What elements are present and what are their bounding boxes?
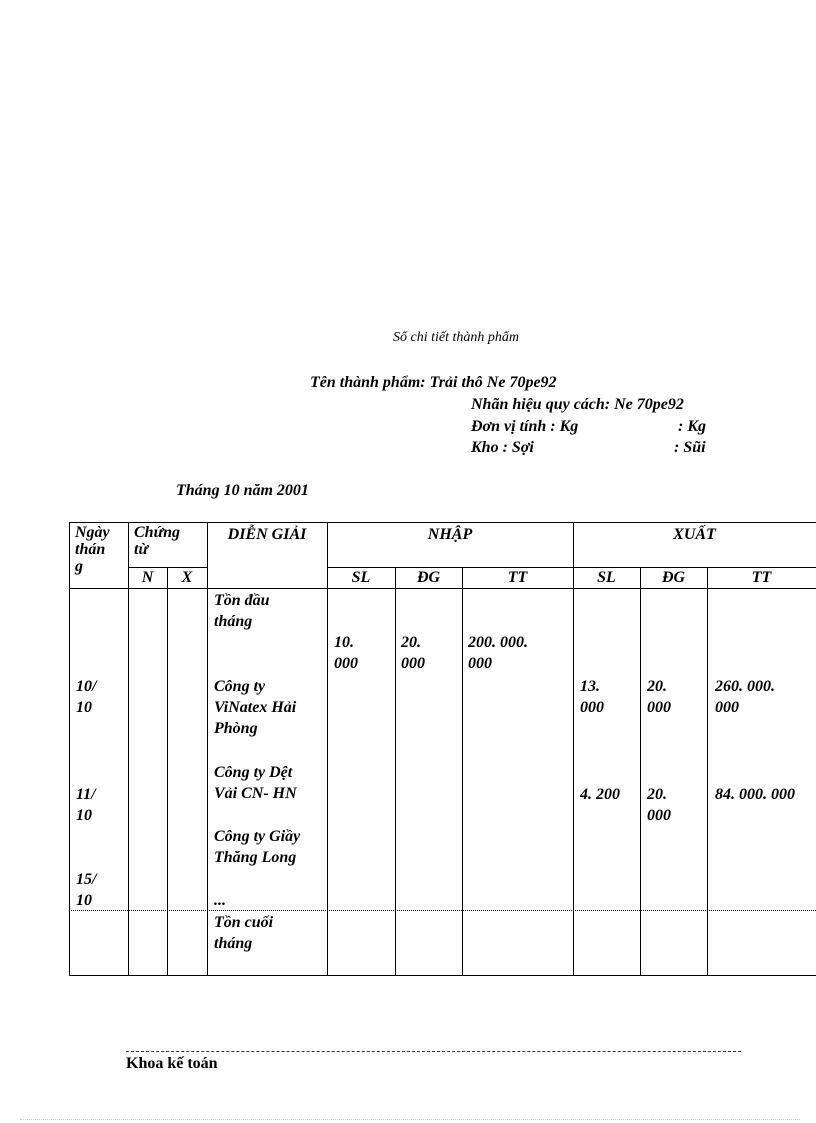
date-line: 10/ [76, 678, 97, 695]
export-sl-rule [640, 567, 641, 975]
warehouse-alt: : Sũi [674, 439, 706, 456]
value-line: 20. [401, 634, 421, 651]
value-line: 4. 200 [580, 786, 620, 803]
value-line: 200. 000. [468, 634, 528, 651]
value-line: 000 [580, 699, 604, 716]
date-line: 11/ [76, 786, 96, 803]
opening-label [214, 590, 270, 632]
row-export-dg [647, 784, 671, 826]
spec-line: Nhãn hiệu quy cách: Ne 70pe92 [471, 396, 684, 413]
header-import-sl: SL [351, 569, 371, 586]
opening-import-tt [468, 632, 528, 674]
closing-label-line: Tồn cuối [214, 914, 274, 931]
table-left-border [69, 522, 70, 975]
row-description [214, 676, 296, 739]
header-date-line: g [75, 558, 83, 575]
unit-line: Đơn vị tính : Kg [471, 418, 579, 435]
description-column-rule [327, 522, 328, 975]
header-import-tt: TT [507, 569, 528, 586]
period-label: Tháng 10 năm 2001 [176, 482, 309, 499]
voucher-split-rule [167, 567, 168, 975]
header-export-dg: ĐG [661, 569, 686, 586]
row-export-sl [580, 676, 604, 718]
value-line: 20. [647, 678, 667, 695]
opening-label-line: Tồn đầu [214, 592, 270, 609]
header-import: NHẬP [427, 526, 473, 543]
description-line: Công ty Dệt [214, 764, 293, 781]
value-line: 13. [580, 678, 600, 695]
value-line: 20. [647, 786, 667, 803]
value-line: 260. 000. [715, 678, 775, 695]
date-line: 10 [76, 699, 92, 716]
header-export-sl: SL [597, 569, 616, 586]
date-line: 15/ [76, 871, 97, 888]
description-line: Vải CN- HN [214, 785, 297, 802]
unit-alt: : Kg [678, 418, 706, 435]
opening-import-sl [334, 632, 358, 674]
document-title: Sổ chi tiết thành phẩm [393, 330, 519, 345]
value-line: 10. [334, 634, 354, 651]
header-export: XUẤT [673, 526, 716, 543]
voucher-column-rule [207, 522, 208, 975]
opening-label-line: tháng [214, 613, 253, 630]
header-voucher-x: X [181, 569, 193, 586]
page-bottom-dotted-rule [20, 1119, 800, 1120]
row-export-sl [580, 784, 620, 805]
header-voucher-line: từ [134, 541, 149, 558]
closing-label-line: tháng [214, 935, 253, 952]
header-voucher [134, 524, 180, 558]
warehouse-line: Kho : Sợi [471, 439, 534, 456]
row-date [76, 869, 96, 911]
row-export-dg [647, 676, 671, 718]
product-name: Tên thành phẩm: Trải thô Ne 70pe92 [310, 374, 557, 391]
value-line: 000 [334, 655, 358, 672]
export-dg-rule [707, 567, 708, 975]
header-voucher-line: Chứng [134, 524, 181, 541]
closing-label [214, 912, 273, 954]
row-description [214, 762, 297, 804]
footer-label: Khoa kế toán [126, 1055, 218, 1072]
row-description [214, 826, 300, 868]
description-line: Công ty Giầy [214, 828, 301, 845]
opening-import-dg [401, 632, 425, 674]
description-line: ViNatex Hải [214, 699, 297, 716]
import-sl-rule [395, 567, 396, 975]
import-dg-rule [462, 567, 463, 975]
header-export-tt: TT [751, 569, 772, 586]
header-date-line: Ngày [75, 524, 110, 541]
value-line: 84. 000. 000 [715, 786, 795, 803]
description-line: Phòng [214, 720, 258, 737]
footer-dashed-rule [126, 1051, 741, 1052]
value-line: 000 [647, 807, 671, 824]
date-line: 10 [76, 807, 92, 824]
row-date [76, 784, 96, 826]
date-line: 10 [76, 892, 92, 909]
import-export-rule [573, 522, 574, 975]
header-date-line: thán [75, 541, 106, 558]
header-voucher-n: N [141, 569, 154, 586]
table-bottom-border [69, 975, 816, 976]
ellipsis: ... [214, 892, 226, 909]
header-description: DIỄN GIẢI [227, 526, 307, 543]
header-date [75, 524, 110, 575]
value-line: 000 [401, 655, 425, 672]
closing-row-rule [69, 910, 816, 911]
row-date [76, 676, 96, 718]
description-line: Công ty [214, 678, 266, 695]
header-bottom-rule [69, 588, 816, 589]
value-line: 000 [715, 699, 739, 716]
table-top-border [69, 522, 816, 523]
row-export-tt [715, 784, 795, 805]
date-column-rule [128, 522, 129, 975]
value-line: 000 [647, 699, 671, 716]
row-export-tt [715, 676, 775, 718]
header-import-dg: ĐG [416, 569, 441, 586]
description-line: Thăng Long [214, 849, 297, 866]
value-line: 000 [468, 655, 492, 672]
